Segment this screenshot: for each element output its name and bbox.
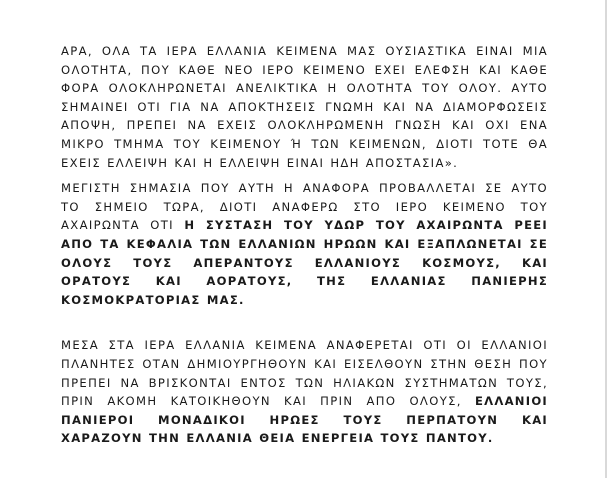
paragraph-2-bold-text: Η ΣΥΣΤΑΣΗ ΤΟΥ ΥΔΩΡ ΤΟΥ ΑΧΑΙΡΩΝΤΑ ΡΕΕΙ ΑΠΟ ΤΑ ΚΕΦΑΛΙΑ ΤΩΝ ΕΛΛΑΝΙΩΝ ΗΡΩΩΝ ΚΑΙ ΕΞΑΠΛΩΝΕΤΑΙ ΣΕ ΟΛΟΥΣ ΤΟΥΣ ΑΠΕΡΑΝΤΟΥΣ ΕΛΛΑΝΙΟΥΣ ΚΟΣΜΟΥΣ, ΚΑΙ ΟΡΑΤΟΥΣ ΚΑΙ ΑΟΡΑΤΟΥΣ, ΤΗΣ ΕΛΛΑΝΙΑΣ ΠΑΝΙΕΡΗΣ ΚΟΣΜΟΚΡΑΤΟΡΙΑΣ ΜΑΣ.	[61, 218, 548, 307]
paragraph-1	[61, 42, 548, 172]
paragraph-3-bold-text: ΕΛΛΑΝΙΟΙ ΠΑΝΙΕΡΟΙ ΜΟΝΑΔΙΚΟΙ ΗΡΩΕΣ ΤΟΥΣ ΠΕΡΠΑΤΟΥΝ ΚΑΙ ΧΑΡΑΖΟΥΝ ΤΗΝ ΕΛΛΑΝΙΑ ΘΕΙΑ ΕΝΕΡΓΕΙΑ ΤΟΥΣ ΠΑΝΤΟΥ.	[61, 394, 548, 446]
paragraph-3-text: ΜΕΣΑ ΣΤΑ ΙΕΡΑ ΕΛΛΑΝΙΑ ΚΕΙΜΕΝΑ ΑΝΑΦΕΡΕΤΑΙ ΟΤΙ ΟΙ ΕΛΛΑΝΙΟΙ ΠΛΑΝΗΤΕΣ ΟΤΑΝ ΔΗΜΙΟΥΡΓΗΘΟΥΝ ΚΑΙ ΕΙΣΕΛΘΟΥΝ ΣΤΗΝ ΘΕΣΗ ΠΟΥ ΠΡΕΠΕΙ ΝΑ ΒΡΙΣΚΟΝΤΑΙ ΕΝΤΟΣ ΤΩΝ ΗΛΙΑΚΩΝ ΣΥΣΤΗΜΑΤΩΝ ΤΟΥΣ, ΠΡΙΝ ΑΚΟΜΗ ΚΑΤΟΙΚΗΘΟΥΝ ΚΑΙ ΠΡΙΝ ΑΠΟ ΟΛΟΥΣ,	[61, 338, 548, 409]
paragraph-2	[61, 179, 548, 309]
paragraph-3	[61, 336, 548, 448]
paragraph-2-text: ΜΕΓΙΣΤΗ ΣΗΜΑΣΙΑ ΠΟΥ ΑΥΤΗ Η ΑΝΑΦΟΡΑ ΠΡΟΒΑΛΛΕΤΑΙ ΣΕ ΑΥΤΟ ΤΟ ΣΗΜΕΙΟ ΤΩΡΑ, ΔΙΟΤΙ ΑΝΑΦΕΡΩ ΣΤΟ ΙΕΡΟ ΚΕΙΜΕΝΟ ΤΟΥ ΑΧΑΙΡΩΝΤΑ ΟΤΙ	[61, 181, 548, 233]
document-body	[61, 42, 548, 448]
paragraph-1-text: ΑΡΑ, ΟΛΑ ΤΑ ΙΕΡΑ ΕΛΛΑΝΙΑ ΚΕΙΜΕΝΑ ΜΑΣ ΟΥΣΙΑΣΤΙΚΑ ΕΙΝΑΙ ΜΙΑ ΟΛΟΤΗΤΑ, ΠΟΥ ΚΑΘΕ ΝΕΟ ΙΕΡΟ ΚΕΙΜΕΝΟ ΕΧΕΙ ΕΛΕΦΣΗ ΚΑΙ ΚΑΘΕ ΦΟΡΑ ΟΛΟΚΛΗΡΩΝΕΤΑΙ ΑΝΕΛΙΚΤΙΚΑ Η ΟΛΟΤΗΤΑ ΤΟΥ ΟΛΟΥ. ΑΥΤΟ ΣΗΜΑΙΝΕΙ ΟΤΙ ΓΙΑ ΝΑ ΑΠΟΚΤΗΣΕΙΣ ΓΝΩΜΗ ΚΑΙ ΝΑ ΔΙΑΜΟΡΦΩΣΕΙΣ ΑΠΟΨΗ, ΠΡΕΠΕΙ ΝΑ ΕΧΕΙΣ ΟΛΟΚΛΗΡΩΜΕΝΗ ΓΝΩΣΗ ΚΑΙ ΟΧΙ ΕΝΑ ΜΙΚΡΟ ΤΜΗΜΑ ΤΟΥ ΚΕΙΜΕΝΟΥ Ή ΤΩΝ ΚΕΙΜΕΝΩΝ, ΔΙΟΤΙ ΤΟΤΕ ΘΑ ΕΧΕΙΣ ΕΛΛΕΙΨΗ ΚΑΙ Η ΕΛΛΕΙΨΗ ΕΙΝΑΙ ΗΔΗ ΑΠΟΣΤΑΣΙΑ».	[61, 44, 548, 170]
